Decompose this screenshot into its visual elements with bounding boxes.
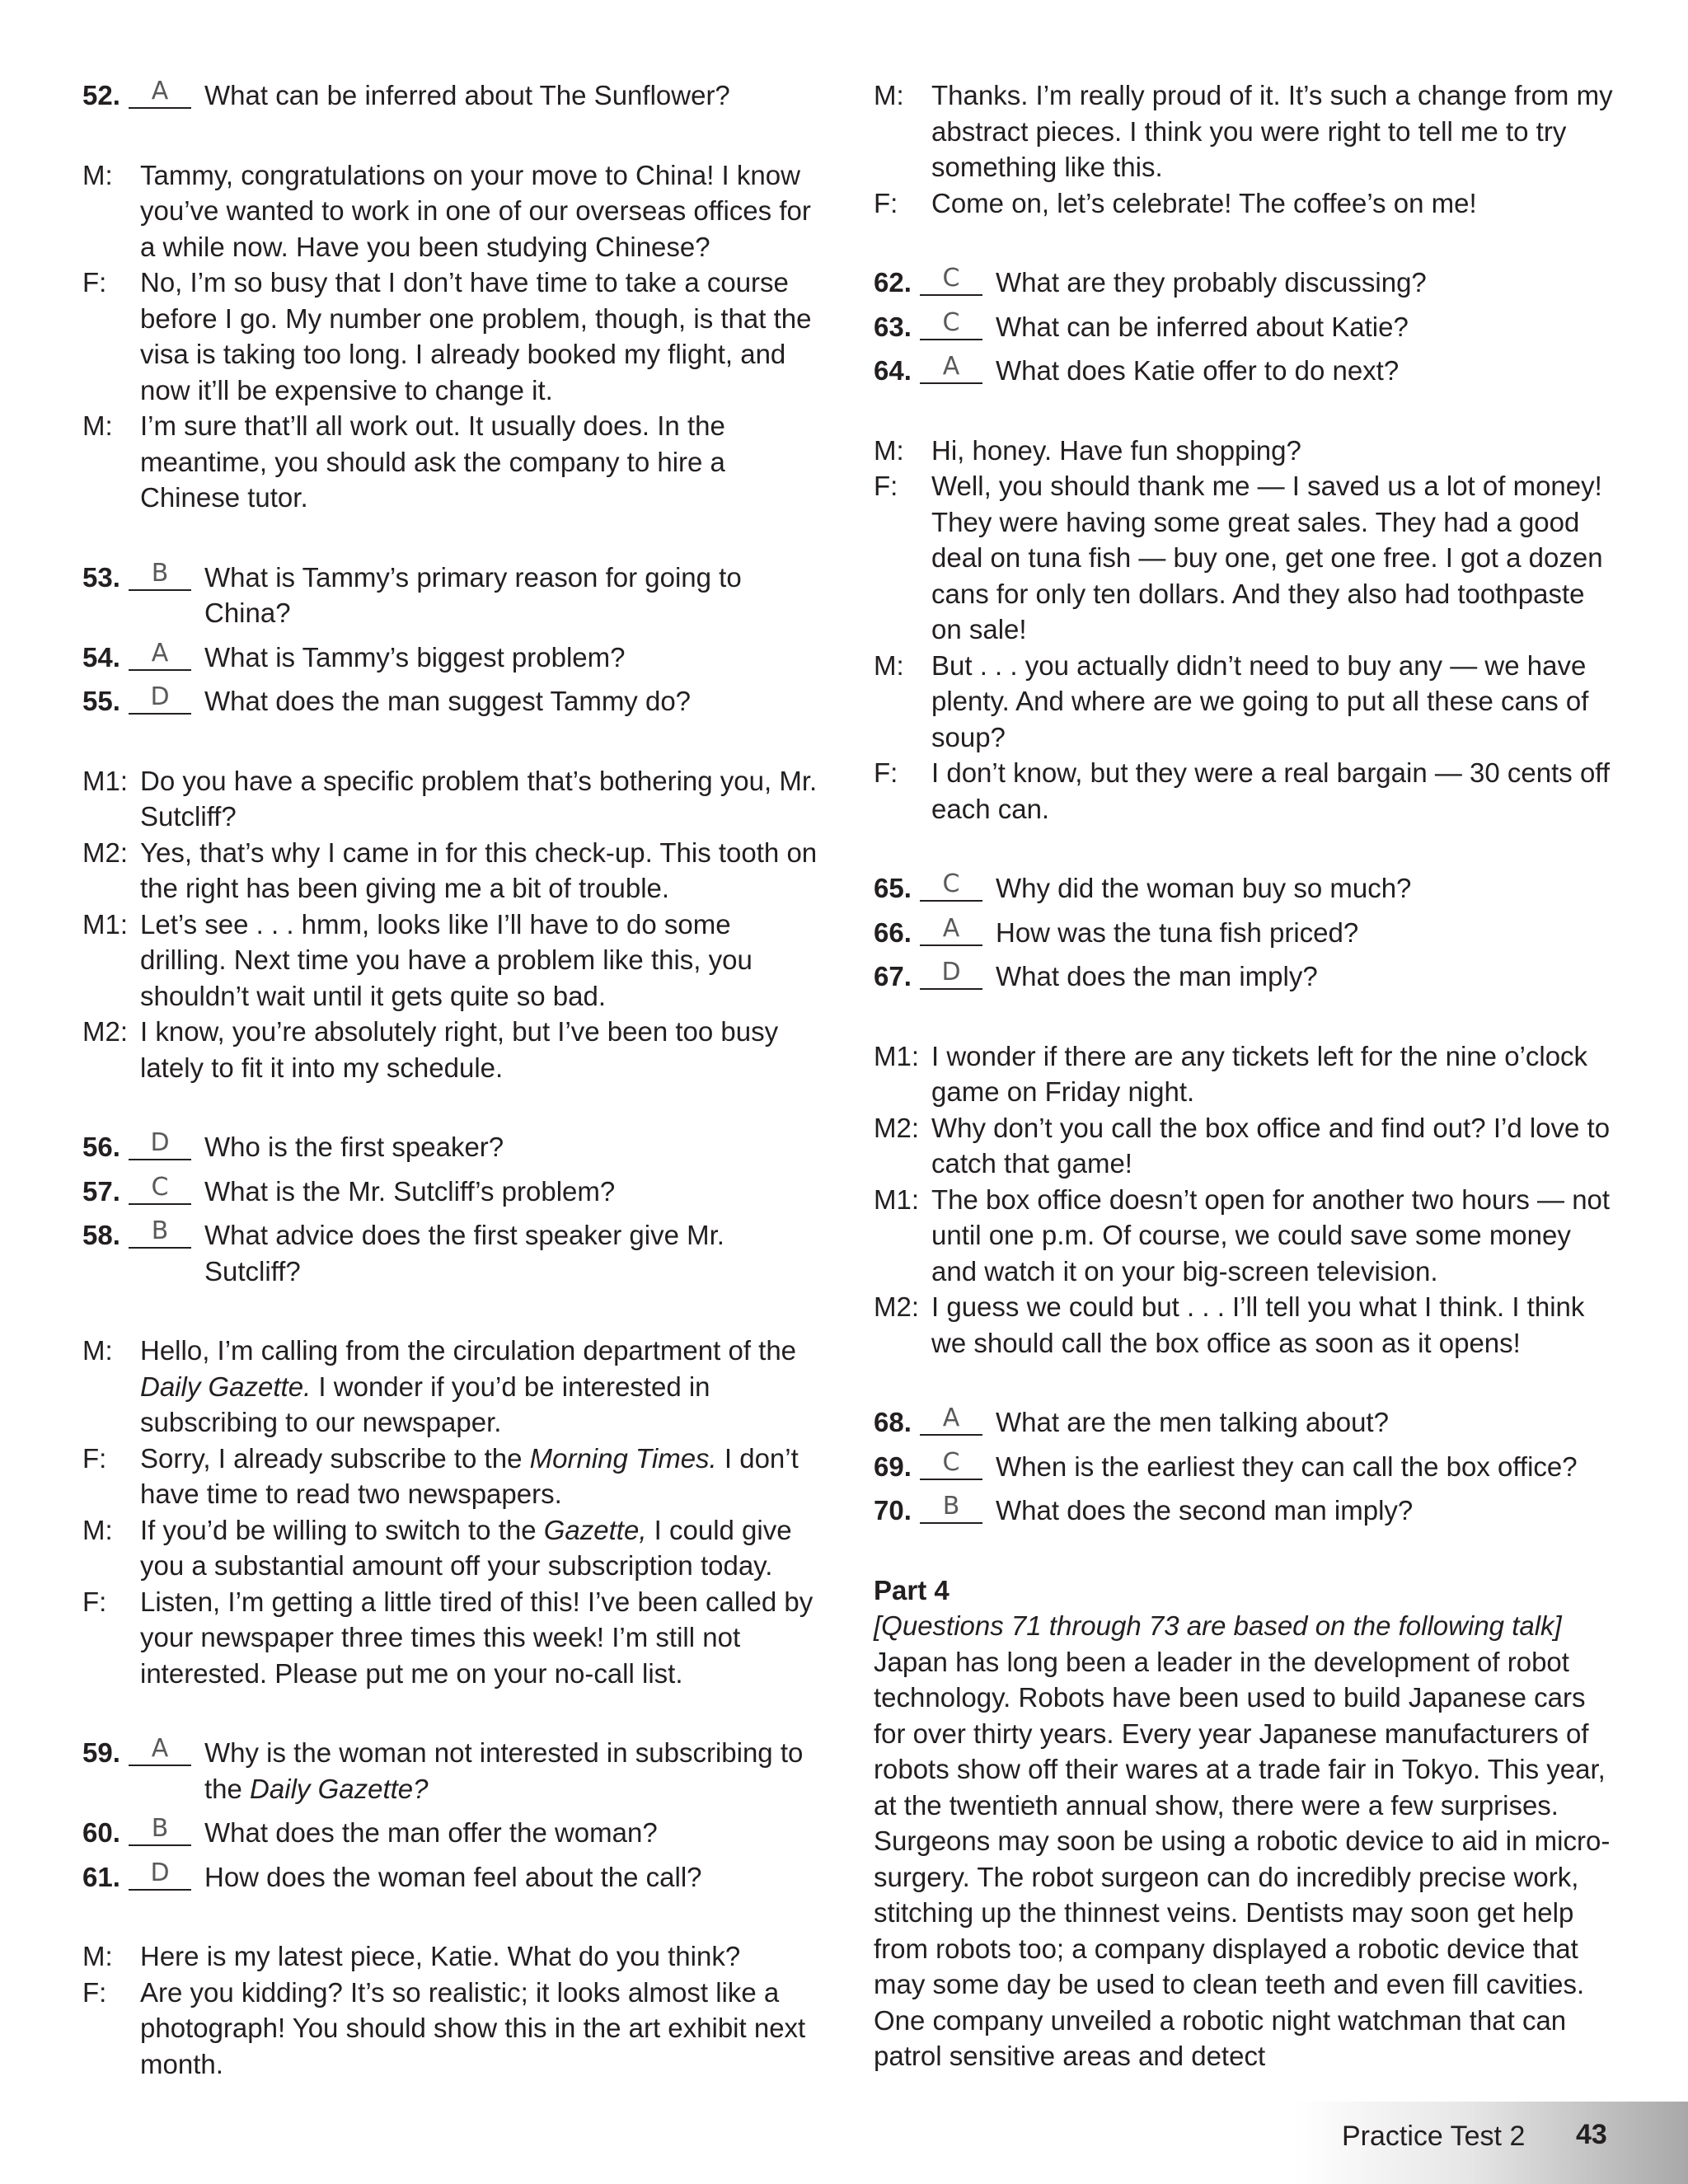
dialogue-text: Hello, I’m calling from the circulation department of the Daily Gazette. I wonder if you’d be interested in subscribing to our newspaper. [140, 1335, 797, 1437]
question-number: 60. [82, 1817, 120, 1848]
question-item [82, 683, 824, 719]
question-text: What is Tammy’s biggest problem? [204, 641, 626, 673]
answer-blank: B [129, 1816, 191, 1846]
speaker-label: F: [82, 1442, 107, 1474]
question-number: 56. [82, 1132, 120, 1162]
dialogue-line [82, 1975, 824, 2083]
answer-blank: A [129, 641, 191, 671]
question-text: What advice does the first speaker give Mr. Sutcliff? [204, 1220, 724, 1286]
speaker-label: M1: [874, 1040, 920, 1071]
right-column [874, 77, 1615, 2074]
question-number: 58. [82, 1220, 120, 1250]
answer-blank: B [920, 1494, 982, 1524]
part-note: [Questions 71 through 73 are based on the following talk] [874, 1610, 1562, 1641]
speaker-label: M: [82, 159, 113, 190]
part-heading: Part 4 [874, 1574, 950, 1605]
question-number: 67. [874, 961, 912, 991]
answer-blank: C [920, 266, 982, 296]
dialogue-exchange [874, 77, 1615, 221]
question-text: How was the tuna fish priced? [996, 916, 1359, 948]
dialogue-text: But . . . you actually didn’t need to buy any — we have plenty. And where are we going to put all these cans of soup? [931, 649, 1589, 752]
dialogue-text: If you’d be willing to switch to the Gazette, I could give you a substantial amount off your subscription today. [140, 1514, 792, 1581]
dialogue-line [82, 157, 824, 265]
question-group [82, 77, 824, 114]
dialogue-text: I know, you’re absolutely right, but I’ve been too busy lately to fit it into my schedule. [140, 1016, 779, 1083]
dialogue-line [874, 1110, 1615, 1182]
dialogue-line [874, 648, 1615, 756]
question-item [82, 1129, 824, 1165]
dialogue-line [874, 1182, 1615, 1290]
dialogue-text: Yes, that’s why I came in for this check-up. This tooth on the right has been giving me a bit of trouble. [140, 837, 818, 903]
speaker-label: M: [874, 649, 904, 681]
dialogue-text: Thanks. I’m really proud of it. It’s such a change from my abstract pieces. I think you were right to tell me to try something like this. [931, 80, 1613, 182]
dialogue-line [82, 1441, 824, 1512]
question-text: Why did the woman buy so much? [996, 873, 1412, 903]
answer-blank: A [920, 916, 982, 946]
question-text: What can be inferred about Katie? [996, 311, 1409, 342]
question-number: 57. [82, 1175, 120, 1207]
left-column [82, 77, 824, 2125]
dialogue-line [82, 1014, 824, 1085]
question-text: What is the Mr. Sutcliff’s problem? [204, 1175, 616, 1207]
question-item [874, 958, 1615, 995]
dialogue-line [874, 433, 1615, 469]
dialogue-text: I guess we could but . . . I’ll tell you what I think. I think we should call the box office as soon as it opens! [931, 1291, 1585, 1358]
dialogue-line [874, 1038, 1615, 1110]
question-number: 55. [82, 686, 120, 716]
dialogue-line [874, 77, 1615, 185]
question-number: 70. [874, 1495, 912, 1526]
question-number: 61. [82, 1861, 120, 1892]
speaker-label: F: [82, 1586, 107, 1617]
dialogue-line [82, 1512, 824, 1584]
question-group [874, 870, 1615, 995]
dialogue-text: Listen, I’m getting a little tired of this! I’ve been called by your newspaper three times this week! I’m still not interested. Please put me on your no-call list. [140, 1586, 814, 1689]
speaker-label: M: [82, 1941, 113, 1971]
dialogue-line [82, 408, 824, 516]
question-text: Why is the woman not interested in subscribing to the Daily Gazette? [204, 1737, 804, 1804]
dialogue-line [82, 1584, 824, 1692]
speaker-label: M: [82, 1335, 113, 1366]
answer-blank: D [920, 960, 982, 990]
question-text: What can be inferred about The Sunflower? [204, 80, 730, 110]
speaker-label: M: [874, 80, 904, 110]
dialogue-line [82, 265, 824, 408]
dialogue-line [82, 835, 824, 907]
answer-blank: C [129, 1175, 191, 1205]
question-text: What does the man offer the woman? [204, 1817, 658, 1848]
question-item [82, 1217, 824, 1289]
dialogue-exchange [874, 1038, 1615, 1361]
dialogue-exchange [82, 1938, 824, 2082]
part-section [874, 1572, 1615, 2074]
question-number: 59. [82, 1737, 120, 1768]
question-item [874, 265, 1615, 301]
answer-blank: D [129, 1131, 191, 1160]
question-text: What does the man imply? [996, 961, 1318, 991]
dialogue-line [874, 185, 1615, 222]
question-number: 69. [874, 1451, 912, 1482]
dialogue-line [82, 763, 824, 835]
question-item [82, 640, 824, 676]
question-group [82, 1735, 824, 1895]
question-number: 65. [874, 873, 912, 903]
speaker-label: M: [82, 410, 113, 441]
speaker-label: F: [82, 267, 107, 298]
question-item [874, 915, 1615, 951]
question-number: 62. [874, 267, 912, 298]
dialogue-text: Come on, let’s celebrate! The coffee’s on me! [931, 187, 1477, 218]
question-text: What does the second man imply? [996, 1495, 1414, 1526]
question-item [874, 1449, 1615, 1485]
question-item [82, 560, 824, 631]
page-number: 43 [1576, 2119, 1607, 2150]
dialogue-text: Here is my latest piece, Katie. What do you think? [140, 1941, 741, 1971]
answer-blank: A [129, 1736, 191, 1766]
dialogue-text: Hi, honey. Have fun shopping? [931, 434, 1301, 466]
question-text: What does the man suggest Tammy do? [204, 686, 692, 716]
speaker-label: F: [874, 187, 898, 218]
question-text: What are they probably discussing? [996, 267, 1427, 298]
dialogue-text: Tammy, congratulations on your move to China! I know you’ve wanted to work in one of our overseas offices for a while now. Have you been studying Chinese? [140, 159, 811, 262]
speaker-label: M1: [874, 1183, 920, 1215]
question-number: 68. [874, 1407, 912, 1437]
speaker-label: F: [874, 757, 898, 788]
dialogue-text: Why don’t you call the box office and find out? I’d love to catch that game! [931, 1112, 1611, 1179]
dialogue-line [82, 1333, 824, 1441]
question-text: How does the woman feel about the call? [204, 1861, 702, 1892]
speaker-label: F: [82, 1976, 107, 2008]
question-number: 52. [82, 80, 120, 110]
question-number: 54. [82, 641, 120, 673]
speaker-label: M2: [82, 1016, 129, 1047]
dialogue-text: I don’t know, but they were a real bargain — 30 cents off each can. [931, 757, 1611, 824]
question-item [874, 1493, 1615, 1529]
question-item [82, 1735, 824, 1807]
question-item [874, 309, 1615, 345]
speaker-label: M: [874, 434, 904, 466]
answer-blank: C [920, 1451, 982, 1480]
speaker-label: M2: [874, 1291, 920, 1322]
footer-label: Practice Test 2 [1342, 2121, 1526, 2152]
question-text: What does Katie offer to do next? [996, 355, 1400, 386]
answer-blank: A [920, 354, 982, 384]
question-text: Who is the first speaker? [204, 1132, 504, 1162]
question-item [874, 870, 1615, 907]
dialogue-text: Sorry, I already subscribe to the Morning Times. I don’t have time to read two newspapers. [140, 1442, 799, 1509]
dialogue-line [874, 1289, 1615, 1361]
question-text: What is Tammy’s primary reason for going to China? [204, 561, 742, 628]
dialogue-exchange [82, 1333, 824, 1691]
question-text: What are the men talking about? [996, 1407, 1389, 1437]
answer-blank: C [920, 872, 982, 902]
question-group [874, 1404, 1615, 1529]
question-item [82, 1174, 824, 1210]
answer-blank: D [129, 685, 191, 715]
dialogue-exchange [82, 763, 824, 1086]
question-number: 53. [82, 561, 120, 593]
speaker-label: M: [82, 1514, 113, 1545]
answer-blank: B [129, 1219, 191, 1249]
dialogue-exchange [874, 433, 1615, 827]
speaker-label: M2: [82, 837, 129, 868]
question-group [82, 560, 824, 719]
question-item [82, 1815, 824, 1851]
answer-blank: B [129, 561, 191, 591]
answer-blank: A [920, 1406, 982, 1436]
dialogue-text: The box office doesn’t open for another two hours — not until one p.m. Of course, we could save some money and watch it on your big-screen television. [931, 1183, 1611, 1286]
dialogue-line [874, 468, 1615, 648]
question-item [82, 1859, 824, 1896]
speaker-label: M1: [82, 908, 129, 940]
question-group [874, 265, 1615, 389]
dialogue-line [82, 1938, 824, 1975]
question-text: When is the earliest they can call the box office? [996, 1451, 1578, 1482]
dialogue-line [874, 755, 1615, 827]
speaker-label: M1: [82, 765, 129, 796]
dialogue-text: I’m sure that’ll all work out. It usually does. In the meantime, you should ask the company to hire a Chinese tutor. [140, 410, 725, 513]
question-item [874, 1404, 1615, 1441]
dialogue-text: Are you kidding? It’s so realistic; it looks almost like a photograph! You should show this in the art exhibit next month. [140, 1976, 806, 2079]
part-body: Japan has long been a leader in the development of robot technology. Robots have been used to build Japanese cars for over thirty years. Every year Japanese manufacturers of robots show off their wares at a trade fair in Tokyo. This year, at the twentieth annual show, there were a few surprises. Surgeons may soon be using a robotic device to aid in micro-surgery. The robot surgeon can do incredibly precise work, stitching up the thinnest veins. Dentists may soon get help from robots too; a company displayed a robotic device that may some day be used to clean teeth and even fill cavities. One company unveiled a robotic night watchman that can patrol sensitive areas and detect [874, 1646, 1611, 2071]
dialogue-text: No, I’m so busy that I don’t have time to take a course before I go. My number one problem, though, is that the visa is taking too long. I already booked my flight, and now it’ll be expensive to change it. [140, 267, 812, 405]
dialogue-exchange [82, 157, 824, 516]
question-number: 66. [874, 916, 912, 948]
question-number: 63. [874, 311, 912, 342]
answer-blank: D [129, 1861, 191, 1891]
dialogue-text: Well, you should thank me — I saved us a lot of money! They were having some great sales. They had a good deal on tuna fish — buy one, get one free. I got a dozen cans for only ten dollars. And they also had toothpaste on sale! [931, 471, 1603, 644]
answer-blank: C [920, 311, 982, 340]
question-group [82, 1129, 824, 1289]
dialogue-text: I wonder if there are any tickets left for the nine o’clock game on Friday night. [931, 1040, 1588, 1107]
speaker-label: F: [874, 471, 898, 501]
speaker-label: M2: [874, 1112, 920, 1143]
answer-blank: A [129, 79, 191, 109]
question-item [874, 353, 1615, 389]
question-number: 64. [874, 355, 912, 386]
question-item [82, 77, 824, 114]
dialogue-line [82, 907, 824, 1015]
dialogue-text: Do you have a specific problem that’s bothering you, Mr. Sutcliff? [140, 765, 818, 832]
dialogue-text: Let’s see . . . hmm, looks like I’ll have to do some drilling. Next time you have a problem like this, you shouldn’t wait until it gets quite so bad. [140, 908, 753, 1011]
